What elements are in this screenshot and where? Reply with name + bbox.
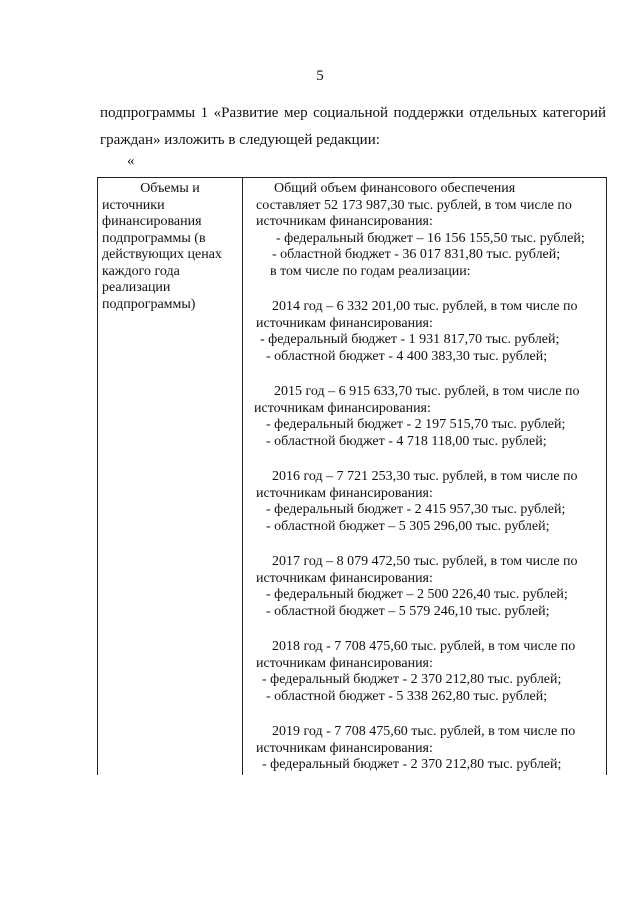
year-sources: источникам финансирования:: [254, 400, 431, 416]
year-headline: 2018 год - 7 708 475,60 тыс. рублей, в том числе по: [272, 639, 576, 654]
summary-line: составляет 52 173 987,30 тыс. рублей, в том числе по: [256, 197, 572, 213]
intro-line-1: подпрограммы 1 «Развитие мер социальной поддержки отдельных категорий: [100, 105, 606, 121]
year-regional: - областной бюджет - 5 338 262,80 тыс. рублей;: [266, 688, 548, 704]
left-header-line: каждого года: [102, 263, 180, 279]
financing-table: [97, 177, 607, 775]
year-sources: источникам финансирования:: [256, 570, 433, 586]
year-federal: - федеральный бюджет - 2 197 515,70 тыс. рублей;: [266, 417, 566, 432]
left-header-line: Объемы и: [140, 181, 200, 196]
year-headline: 2019 год - 7 708 475,60 тыс. рублей, в том числе по: [272, 724, 576, 739]
left-header-line: финансирования: [102, 214, 202, 229]
year-headline: 2015 год – 6 915 633,70 тыс. рублей, в том числе по: [274, 384, 580, 399]
year-federal: - федеральный бюджет - 2 370 212,80 тыс. рублей;: [262, 672, 562, 687]
opening-quote-mark: «: [127, 153, 135, 169]
intro-line-2: граждан» изложить в следующей редакции:: [100, 132, 380, 148]
year-sources: источникам финансирования:: [256, 740, 433, 756]
year-headline: 2017 год – 8 079 472,50 тыс. рублей, в том числе по: [272, 554, 578, 569]
column-divider: [242, 178, 243, 775]
year-headline: 2016 год – 7 721 253,30 тыс. рублей, в том числе по: [272, 469, 578, 484]
intro-paragraph: [100, 100, 606, 154]
year-sources: источникам финансирования:: [256, 315, 433, 331]
year-regional: - областной бюджет - 4 718 118,00 тыс. рублей;: [266, 433, 547, 449]
left-header-line: реализации: [102, 280, 171, 295]
summary-federal: - федеральный бюджет – 16 156 155,50 тыс. рублей;: [276, 230, 585, 246]
summary-regional: - областной бюджет - 36 017 831,80 тыс. рублей;: [272, 247, 561, 262]
left-header-line: действующих ценах: [102, 247, 222, 262]
year-federal: - федеральный бюджет – 2 500 226,40 тыс. рублей;: [266, 587, 568, 602]
year-federal: - федеральный бюджет - 1 931 817,70 тыс. рублей;: [260, 332, 560, 347]
year-federal: - федеральный бюджет - 2 370 212,80 тыс. рублей;: [262, 757, 562, 772]
year-federal: - федеральный бюджет - 2 415 957,30 тыс. рублей;: [266, 502, 566, 517]
left-header-line: подпрограммы): [102, 296, 196, 312]
table-left-header-cell: [98, 181, 242, 313]
summary-line: источникам финансирования:: [256, 214, 433, 229]
table-right-content-cell: [244, 181, 606, 774]
year-sources: источникам финансирования:: [256, 655, 433, 671]
year-sources: источникам финансирования:: [256, 485, 433, 501]
year-regional: - областной бюджет – 5 305 296,00 тыс. рублей;: [266, 518, 550, 534]
year-regional: - областной бюджет – 5 579 246,10 тыс. рублей;: [266, 603, 550, 619]
left-header-line: подпрограммы (в: [102, 230, 206, 246]
year-regional: - областной бюджет - 4 400 383,30 тыс. рублей;: [266, 348, 548, 364]
summary-line: Общий объем финансового обеспечения: [274, 181, 516, 196]
summary-by-years: в том числе по годам реализации:: [270, 263, 471, 279]
page-number: 5: [316, 68, 324, 84]
left-header-line: источники: [102, 197, 165, 213]
year-headline: 2014 год – 6 332 201,00 тыс. рублей, в том числе по: [272, 299, 578, 314]
